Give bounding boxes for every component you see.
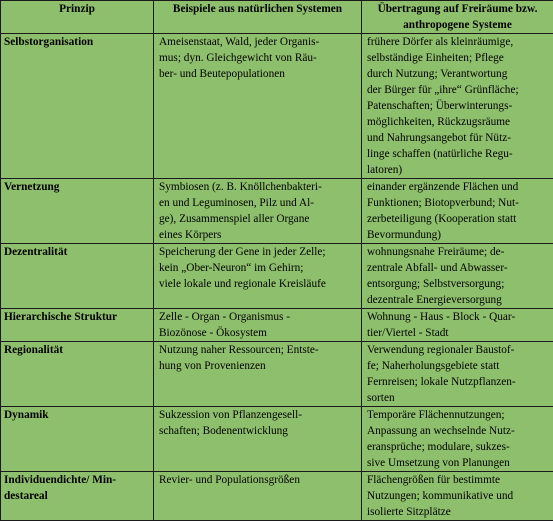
- table-row: [1, 472, 553, 521]
- examples-text: en und Leguminosen, Pilz und Al-: [159, 195, 359, 211]
- transfer-text: dezentrale Energieversorgung: [367, 292, 551, 308]
- transfer-text: der Bürger für „ihre“ Grünfläche;: [367, 82, 551, 98]
- transfer-cell: [362, 407, 553, 472]
- transfer-text: Fernreisen; lokale Nutzpflanzen-: [367, 374, 551, 390]
- table-row: [1, 342, 553, 407]
- table-row: [1, 244, 553, 309]
- principle-text: Selbstorganisation: [4, 34, 151, 50]
- table-header: [1, 1, 553, 34]
- header-principle: [1, 1, 154, 34]
- examples-text: ge), Zusammenspiel aller Organe: [159, 211, 359, 227]
- transfer-text: frühere Dörfer als kleinräumige,: [367, 34, 551, 50]
- principle-cell: [1, 34, 154, 179]
- examples-text: Revier- und Populationsgrößen: [159, 472, 359, 488]
- transfer-text: Wohnung - Haus - Block - Quar-: [367, 309, 551, 325]
- transfer-text: sorten: [367, 390, 551, 406]
- header-examples-line1: Beispiele: [173, 3, 216, 15]
- examples-text: Sukzession von Pflanzengesell-: [159, 407, 359, 423]
- principle-text: Regionalität: [4, 342, 151, 358]
- header-examples-line2: aus natürlichen Systemen: [218, 3, 342, 15]
- examples-cell: [154, 179, 362, 244]
- header-examples: [154, 1, 362, 34]
- transfer-text: Verwendung regionaler Baustof-: [367, 342, 551, 358]
- transfer-text: Anpassung an wechselnde Nutz-: [367, 423, 551, 439]
- principle-text: destareal: [4, 488, 151, 504]
- examples-cell: [154, 472, 362, 521]
- transfer-cell: [362, 342, 553, 407]
- transfer-text: entsorgung; Selbstversorgung;: [367, 276, 551, 292]
- examples-cell: [154, 34, 362, 179]
- examples-text: Nutzung naher Ressourcen; Entste-: [159, 342, 359, 358]
- examples-text: hung von Provenienzen: [159, 358, 359, 374]
- transfer-cell: [362, 34, 553, 179]
- transfer-text: Nutzungen; kommunikative und: [367, 488, 551, 504]
- transfer-text: Bevormundung): [367, 227, 551, 243]
- transfer-cell: [362, 244, 553, 309]
- table-row: [1, 34, 553, 179]
- examples-text: kein „Ober-Neuron“ im Gehirn;: [159, 260, 359, 276]
- table-row: [1, 407, 553, 472]
- header-principle-label: Prinzip: [59, 3, 95, 15]
- principle-text: Hierarchische Struktur: [4, 309, 151, 325]
- principle-text: Individuendichte/ Min-: [4, 472, 151, 488]
- examples-text: Speicherung der Gene in jeder Zelle;: [159, 244, 359, 260]
- transfer-text: und Nahrungsangebot für Nütz-: [367, 130, 551, 146]
- header-transfer-line1: Übertragung auf Freiräume: [378, 3, 513, 15]
- transfer-text: möglichkeiten, Rückzugsräume: [367, 114, 551, 130]
- examples-text: eines Körpers: [159, 227, 359, 243]
- examples-cell: [154, 407, 362, 472]
- transfer-text: tier/Viertel - Stadt: [367, 325, 551, 341]
- examples-text: ber- und Beutepopulationen: [159, 66, 359, 82]
- table-row: [1, 309, 553, 342]
- header-transfer: [362, 1, 553, 34]
- examples-text: viele lokale und regionale Kreisläufe: [159, 276, 359, 292]
- principle-cell: [1, 342, 154, 407]
- principle-cell: [1, 407, 154, 472]
- transfer-text: linge schaffen (natürliche Regu-: [367, 146, 551, 162]
- transfer-text: eransprüche; modulare, sukzes-: [367, 439, 551, 455]
- transfer-text: selbständige Einheiten; Pflege: [367, 50, 551, 66]
- principle-cell: [1, 179, 154, 244]
- transfer-text: fe; Naherholungsgebiete statt: [367, 358, 551, 374]
- header-transfer-line2: bzw. anthropogene Systeme: [403, 3, 537, 31]
- transfer-text: Funktionen; Biotopverbund; Nut-: [367, 195, 551, 211]
- transfer-text: Flächengrößen für bestimmte: [367, 472, 551, 488]
- principle-text: Dezentralität: [4, 244, 151, 260]
- transfer-text: isolierte Sitzplätze: [367, 504, 551, 520]
- principle-cell: [1, 244, 154, 309]
- transfer-text: durch Nutzung; Verantwortung: [367, 66, 551, 82]
- examples-text: Symbiosen (z. B. Knöllchenbakteri-: [159, 179, 359, 195]
- principle-text: Vernetzung: [4, 179, 151, 195]
- principle-text: Dynamik: [4, 407, 151, 423]
- examples-cell: [154, 342, 362, 407]
- examples-text: Ameisenstaat, Wald, jeder Organis-: [159, 34, 359, 50]
- transfer-text: wohnungsnahe Freiräume; de-: [367, 244, 551, 260]
- table-body: [1, 34, 553, 521]
- examples-text: schaften; Bodenentwicklung: [159, 423, 359, 439]
- transfer-cell: [362, 472, 553, 521]
- transfer-text: Temporäre Flächennutzungen;: [367, 407, 551, 423]
- examples-text: Zelle - Organ - Organismus -: [159, 309, 359, 325]
- header-row: [1, 1, 553, 34]
- transfer-text: sive Umsetzung von Planungen: [367, 455, 551, 471]
- examples-text: mus; dyn. Gleichgewicht von Räu-: [159, 50, 359, 66]
- table-row: [1, 179, 553, 244]
- principle-cell: [1, 309, 154, 342]
- examples-cell: [154, 244, 362, 309]
- examples-text: Biozönose - Ökosystem: [159, 325, 359, 341]
- transfer-text: einander ergänzende Flächen und: [367, 179, 551, 195]
- examples-cell: [154, 309, 362, 342]
- transfer-cell: [362, 309, 553, 342]
- transfer-text: Patenschaften; Überwinterungs-: [367, 98, 551, 114]
- transfer-text: zentrale Abfall- und Abwasser-: [367, 260, 551, 276]
- transfer-cell: [362, 179, 553, 244]
- transfer-text: latoren): [367, 162, 551, 178]
- principle-cell: [1, 472, 154, 521]
- transfer-text: zerbeteiligung (Kooperation statt: [367, 211, 551, 227]
